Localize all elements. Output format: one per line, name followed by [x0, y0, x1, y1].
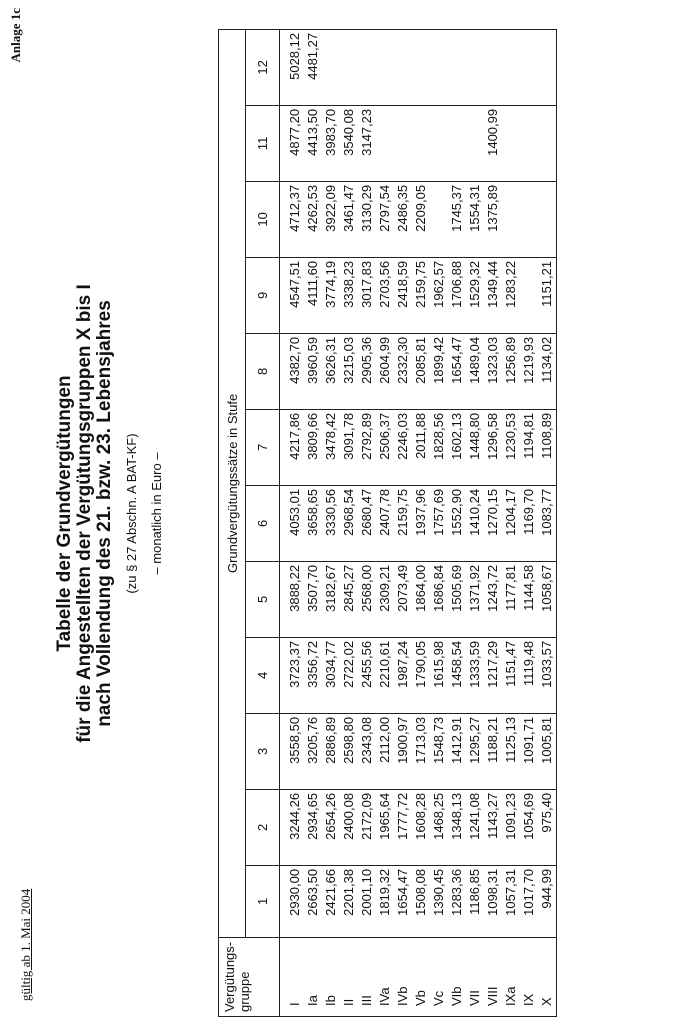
- salary-value: 1217,29: [485, 640, 500, 688]
- salary-value: 1134,02: [539, 336, 554, 383]
- salary-value: 3130,29: [359, 184, 374, 232]
- salary-value: 1937,96: [413, 488, 428, 536]
- salary-value: 2201,38: [341, 868, 356, 916]
- salary-value: 1033,57: [539, 640, 554, 688]
- salary-value: 1508,08: [413, 868, 428, 916]
- unit-note: – monatlich in Euro –: [149, 452, 164, 575]
- salary-value: 2159,75: [413, 260, 428, 308]
- salary-value: 2332,30: [395, 336, 410, 384]
- salary-value: 1489,04: [467, 336, 482, 384]
- salary-value: 2654,26: [323, 792, 338, 840]
- stage-10-column: [280, 181, 557, 257]
- salary-value: [448, 33, 466, 105]
- stage-number-3: 3: [246, 713, 280, 789]
- stage-12-column: [280, 29, 557, 105]
- stage-4-column: [280, 637, 557, 713]
- salary-value: 1241,08: [467, 792, 482, 840]
- salary-value: [520, 261, 538, 333]
- stage-number-1: 1: [246, 865, 280, 937]
- salary-value: 2506,37: [377, 412, 392, 460]
- salary-value: 1987,24: [395, 640, 410, 688]
- salary-value: 3478,42: [323, 412, 338, 460]
- salary-value: 2703,56: [377, 260, 392, 308]
- salary-value: 1057,31: [503, 868, 518, 916]
- salary-value: 1283,22: [503, 260, 518, 308]
- group-label: Vb: [413, 990, 428, 1006]
- salary-value: [502, 109, 520, 181]
- salary-value: 3034,77: [323, 640, 338, 688]
- salary-value: 4217,86: [287, 412, 302, 460]
- values-row: [280, 29, 557, 1016]
- stage-number-6: 6: [246, 485, 280, 561]
- salary-value: 4712,37: [287, 184, 302, 232]
- salary-value: 2934,65: [305, 792, 320, 840]
- salary-table: [218, 29, 557, 1017]
- salary-value: 1757,69: [431, 488, 446, 536]
- salary-value: 1348,13: [449, 792, 464, 840]
- valid-from-note: gültig ab 1. Mai 2004: [18, 888, 33, 1001]
- group-label: IXa: [503, 986, 518, 1006]
- salary-value: 2845,27: [341, 564, 356, 612]
- salary-value: 1256,89: [503, 336, 518, 384]
- salary-value: [340, 33, 358, 105]
- salary-value: 1219,93: [521, 336, 536, 384]
- title-line-1: Tabelle der Grundvergütungen: [54, 375, 75, 652]
- salary-value: 1230,53: [503, 412, 518, 460]
- salary-value: 1713,03: [413, 716, 428, 764]
- group-label: VII: [467, 990, 482, 1006]
- salary-value: [430, 33, 448, 105]
- stage-7-column: [280, 409, 557, 485]
- salary-value: 1177,81: [503, 564, 518, 611]
- salary-value: 1548,73: [431, 716, 446, 764]
- stage-8-column: [280, 333, 557, 409]
- stage-2-column: [280, 789, 557, 865]
- salary-value: 3147,23: [359, 108, 374, 156]
- salary-value: 1654,47: [449, 336, 464, 384]
- salary-value: 2112,00: [377, 716, 392, 763]
- salary-value: [394, 109, 412, 181]
- group-label: III: [359, 995, 374, 1006]
- salary-value: 1083,77: [539, 488, 554, 536]
- salary-value: 2797,54: [377, 184, 392, 232]
- salary-value: 2886,89: [323, 716, 338, 764]
- salary-value: 1143,27: [485, 792, 500, 839]
- salary-value: 3626,31: [323, 336, 338, 384]
- salary-value: 1468,25: [431, 792, 446, 840]
- salary-value: 1375,89: [485, 184, 500, 232]
- stage-6-column: [280, 485, 557, 561]
- salary-value: 1962,57: [431, 260, 446, 308]
- salary-value: 4053,01: [287, 488, 302, 536]
- salary-value: 1412,91: [449, 716, 464, 764]
- salary-value: 2604,99: [377, 336, 392, 384]
- salary-value: 3888,22: [287, 564, 302, 612]
- salary-value: 4262,53: [305, 184, 320, 232]
- salary-value: 1529,32: [467, 260, 482, 308]
- salary-value: 1448,80: [467, 412, 482, 460]
- stage-number-2: 2: [246, 789, 280, 865]
- salary-value: 1098,31: [485, 868, 500, 916]
- salary-value: 3356,72: [305, 640, 320, 688]
- salary-value: [448, 109, 466, 181]
- salary-value: 1270,15: [485, 488, 500, 536]
- salary-value: [430, 109, 448, 181]
- salary-value: 3658,65: [305, 488, 320, 536]
- salary-value: 1119,48: [521, 640, 536, 686]
- salary-value: 2930,00: [287, 868, 302, 916]
- salary-value: 2792,89: [359, 412, 374, 460]
- salary-value: 4111,60: [305, 260, 320, 306]
- salary-value: 4877,20: [287, 108, 302, 156]
- stage-number-4: 4: [246, 637, 280, 713]
- salary-value: 2085,81: [413, 336, 428, 384]
- salary-value: 1333,59: [467, 640, 482, 688]
- salary-value: 2663,50: [305, 868, 320, 916]
- stage-number-12: 12: [246, 29, 280, 105]
- salary-value: 2486,35: [395, 184, 410, 232]
- salary-value: 1390,45: [431, 868, 446, 916]
- salary-value: 3330,56: [323, 488, 338, 536]
- salary-value: 1243,72: [485, 564, 500, 612]
- salary-value: 1091,23: [503, 792, 518, 840]
- salary-value: 1790,05: [413, 640, 428, 688]
- salary-value: [502, 33, 520, 105]
- salary-value: 1283,36: [449, 868, 464, 916]
- salary-value: 1400,99: [485, 108, 500, 156]
- salary-value: 2210,61: [377, 640, 392, 688]
- salary-value: 3091,78: [341, 412, 356, 460]
- salary-value: 1371,92: [467, 564, 482, 612]
- salary-value: 2598,80: [341, 716, 356, 764]
- salary-value: 1554,31: [467, 184, 482, 232]
- salary-value: 5028,12: [287, 32, 302, 80]
- stage-number-5: 5: [246, 561, 280, 637]
- salary-value: 3960,59: [305, 336, 320, 384]
- salary-value: 1005,81: [539, 716, 554, 764]
- salary-value: [502, 185, 520, 257]
- salary-value: [520, 33, 538, 105]
- group-label: X: [539, 997, 554, 1006]
- salary-value: 2011,88: [413, 412, 428, 459]
- salary-value: 1323,03: [485, 336, 500, 384]
- group-label: Ia: [305, 995, 320, 1006]
- salary-value: 3558,50: [287, 716, 302, 764]
- salary-value: 2309,21: [377, 564, 392, 612]
- salary-value: 4481,27: [305, 32, 320, 80]
- salary-value: 4382,70: [287, 336, 302, 384]
- group-label: VIb: [449, 986, 464, 1006]
- salary-value: 2343,08: [359, 716, 374, 764]
- salary-value: 4413,50: [305, 108, 320, 156]
- salary-value: 944,99: [539, 868, 554, 909]
- salary-value: 1552,90: [449, 488, 464, 536]
- salary-value: [412, 33, 430, 105]
- salary-value: 1828,56: [431, 412, 446, 460]
- subtitle: (zu § 27 Abschn. A BAT-KF): [124, 433, 139, 594]
- salary-value: 3983,70: [323, 108, 338, 156]
- stage-number-10: 10: [246, 181, 280, 257]
- group-label: VIII: [485, 986, 500, 1006]
- group-label: IVb: [395, 986, 410, 1006]
- salary-value: 2400,08: [341, 792, 356, 840]
- stage-3-column: [280, 713, 557, 789]
- salary-value: 2568,00: [359, 564, 374, 612]
- salary-value: [520, 185, 538, 257]
- salary-value: [412, 109, 430, 181]
- salary-value: 2172,09: [359, 792, 374, 840]
- stage-number-9: 9: [246, 257, 280, 333]
- salary-value: 1188,21: [485, 716, 500, 763]
- salary-value: 3182,67: [323, 564, 338, 612]
- salary-value: 1144,58: [521, 564, 536, 611]
- salary-value: [484, 33, 502, 105]
- salary-value: 3215,03: [341, 336, 356, 384]
- salary-value: 2407,78: [377, 488, 392, 536]
- salary-value: 4547,51: [287, 260, 302, 308]
- salary-value: 1125,13: [503, 716, 518, 763]
- salary-value: 2073,49: [395, 564, 410, 612]
- salary-value: [322, 33, 340, 105]
- salary-value: 1151,47: [503, 640, 518, 687]
- stage-9-column: [280, 257, 557, 333]
- salary-value: 1819,32: [377, 868, 392, 916]
- group-label: IX: [521, 993, 536, 1006]
- salary-value: 2905,36: [359, 336, 374, 384]
- salary-value: [538, 33, 556, 105]
- salary-value: 1965,64: [377, 792, 392, 840]
- salary-value: 1296,58: [485, 412, 500, 460]
- salary-value: [394, 33, 412, 105]
- salary-value: 2418,59: [395, 260, 410, 308]
- salary-value: 1864,00: [413, 564, 428, 612]
- stage-1-column: [280, 865, 557, 937]
- salary-value: 1151,21: [539, 260, 554, 307]
- salary-value: 1108,89: [539, 412, 554, 459]
- salary-value: 3205,76: [305, 716, 320, 764]
- salary-value: 1686,84: [431, 564, 446, 612]
- salary-value: 1058,67: [539, 564, 554, 612]
- group-label: IVa: [377, 987, 392, 1006]
- salary-value: 1615,98: [431, 640, 446, 688]
- salary-value: 1900,97: [395, 716, 410, 764]
- salary-value: [376, 33, 394, 105]
- title-block: [55, 0, 164, 1027]
- group-header: Vergütungs- gruppe: [219, 937, 280, 1016]
- title-line-2: für die Angestellten der Vergütungsgruppen X bis I: [74, 284, 95, 743]
- salary-value: 3017,83: [359, 260, 374, 308]
- salary-value: 3338,23: [341, 260, 356, 308]
- salary-value: 3774,19: [323, 260, 338, 308]
- salary-value: 1505,69: [449, 564, 464, 612]
- salary-value: [538, 185, 556, 257]
- salary-value: 3244,26: [287, 792, 302, 840]
- salary-value: 1745,37: [449, 184, 464, 232]
- group-label: Vc: [431, 990, 446, 1006]
- salary-value: 1654,47: [395, 868, 410, 916]
- salary-value: 1899,42: [431, 336, 446, 384]
- salary-value: 2209,05: [413, 184, 428, 232]
- salary-value: 3540,08: [341, 108, 356, 156]
- salary-value: [430, 185, 448, 257]
- salary-value: 2968,54: [341, 488, 356, 536]
- salary-value: 1091,71: [521, 716, 536, 764]
- group-column: [280, 937, 557, 1016]
- salary-value: 2722,02: [341, 640, 356, 688]
- salary-value: 3461,47: [341, 184, 356, 232]
- salary-value: [520, 109, 538, 181]
- salary-value: 3723,37: [287, 640, 302, 688]
- salary-value: [358, 33, 376, 105]
- salary-value: 1169,70: [521, 488, 536, 535]
- annex-label: Anlage 1c: [8, 8, 23, 63]
- salary-value: 1349,44: [485, 260, 500, 308]
- stage-number-11: 11: [246, 105, 280, 181]
- salary-value: 1204,17: [503, 488, 518, 536]
- group-label: Ib: [323, 995, 338, 1006]
- salary-value: 2680,47: [359, 488, 374, 536]
- salary-value: [466, 109, 484, 181]
- salary-value: 1194,81: [521, 412, 536, 459]
- salary-value: 3922,09: [323, 184, 338, 232]
- salary-value: 2001,10: [359, 868, 374, 916]
- salary-value: [538, 109, 556, 181]
- salary-value: [376, 109, 394, 181]
- salary-value: 1602,13: [449, 412, 464, 460]
- salary-value: 975,40: [539, 792, 554, 833]
- salary-value: 1608,28: [413, 792, 428, 840]
- stage-number-8: 8: [246, 333, 280, 409]
- salary-value: 1054,69: [521, 792, 536, 840]
- salary-value: 2455,56: [359, 640, 374, 688]
- salary-value: 1777,72: [395, 792, 410, 840]
- salary-value: 1458,54: [449, 640, 464, 688]
- stage-number-7: 7: [246, 409, 280, 485]
- salary-value: 2159,75: [395, 488, 410, 536]
- stage-header: Grundvergütungssätze in Stufe: [219, 29, 246, 937]
- salary-value: 2421,66: [323, 868, 338, 916]
- salary-value: [466, 33, 484, 105]
- salary-value: 1410,24: [467, 488, 482, 536]
- title-line-3: nach Vollendung des 21. bzw. 23. Lebensjahres: [94, 300, 115, 727]
- group-label: II: [341, 998, 356, 1006]
- salary-value: 3809,66: [305, 412, 320, 460]
- stage-11-column: [280, 105, 557, 181]
- salary-value: 1017,70: [521, 868, 536, 916]
- salary-value: 1295,27: [467, 716, 482, 764]
- salary-value: 1706,88: [449, 260, 464, 308]
- group-label: I: [287, 1002, 302, 1006]
- stage-number-row: [246, 29, 280, 1016]
- salary-value: 3507,70: [305, 564, 320, 612]
- salary-value: 1186,85: [467, 868, 482, 915]
- stage-5-column: [280, 561, 557, 637]
- salary-value: 2246,03: [395, 412, 410, 460]
